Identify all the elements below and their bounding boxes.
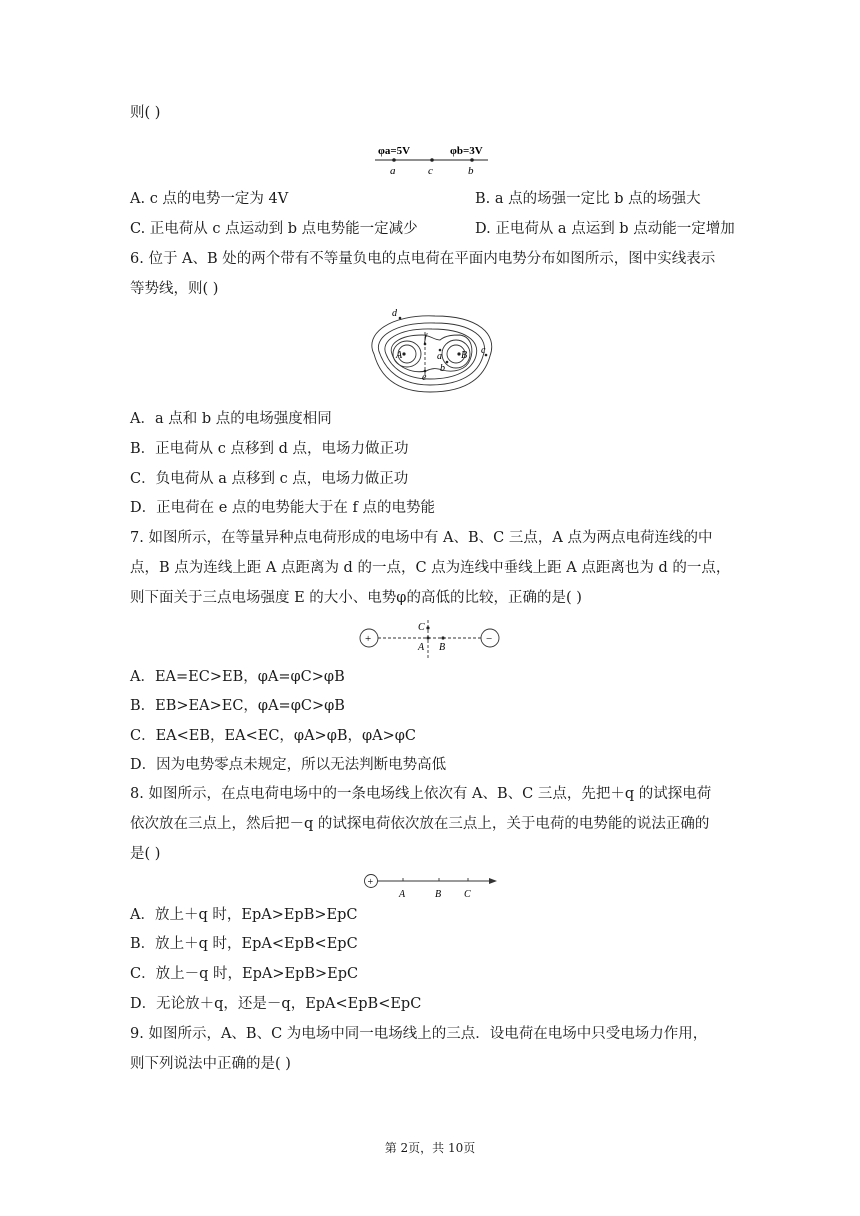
q7-stem-line3: 则下面关于三点电场强度 E 的大小、电势φ的高低的比较，正确的是( ) xyxy=(130,590,582,606)
q7-fig-label-C: C xyxy=(418,622,425,633)
q7-stem-line1: 7. 如图所示，在等量异种点电荷形成的电场中有 A、B、C 三点，A 点为两点电荷连线的中 xyxy=(130,530,713,546)
q8-fig-label-B: B xyxy=(435,889,442,900)
q5-fig-label-b: b xyxy=(468,165,474,177)
q5-stem-tail: 则( ) xyxy=(130,105,161,121)
q6-fig-label-c: c xyxy=(481,345,486,356)
q8-stem-line2: 依次放在三点上，然后把－q 的试探电荷依次放在三点上，关于电荷的电势能的说法正确的 xyxy=(130,816,710,832)
q7-option-c: C．EA<EB，EA<EC，φA>φB，φA>φC xyxy=(130,728,417,744)
q7-figure xyxy=(355,618,505,660)
q7-fig-minus: − xyxy=(486,633,493,645)
q8-figure xyxy=(358,870,503,904)
q6-fig-label-b: b xyxy=(440,363,445,374)
q6-fig-label-f: f xyxy=(424,333,427,344)
q6-option-a: A．a 点和 b 点的电场强度相同 xyxy=(130,411,332,427)
q7-fig-label-B: B xyxy=(439,642,446,653)
q7-option-d: D．因为电势零点未规定，所以无法判断电势高低 xyxy=(130,757,447,773)
q9-stem-line1: 9. 如图所示，A、B、C 为电场中同一电场线上的三点．设电荷在电场中只受电场力作用， xyxy=(130,1026,708,1042)
q8-option-a: A．放上＋q 时，EpA>EpB>EpC xyxy=(130,907,358,923)
q5-option-c: C. 正电荷从 c 点运动到 b 点电势能一定减少 xyxy=(130,221,418,237)
q7-option-a: A．EA=EC>EB，φA=φC>φB xyxy=(130,669,345,685)
q6-fig-label-B: B xyxy=(461,350,468,361)
q7-fig-label-A: A xyxy=(418,642,425,653)
q8-fig-label-A: A xyxy=(399,889,406,900)
q6-equipotential-figure xyxy=(360,304,500,400)
q6-fig-label-a: a xyxy=(437,351,442,362)
q8-option-b: B．放上＋q 时，EpA<EpB<EpC xyxy=(130,936,358,952)
q7-stem-line2: 点，B 点为连线上距 A 点距离为 d 的一点，C 点为连线中垂线上距 A 点距离也为 d 的一点， xyxy=(130,560,731,576)
q6-stem-line1: 6. 位于 A、B 处的两个带有不等量负电的点电荷在平面内电势分布如图所示，图中实线表示 xyxy=(130,251,716,267)
q5-option-a: A. c 点的电势一定为 4V xyxy=(130,191,289,207)
q9-stem-line2: 则下列说法中正确的是( ) xyxy=(130,1056,291,1072)
q8-stem-line3: 是( ) xyxy=(130,846,161,862)
q5-fig-label-c: c xyxy=(428,165,433,177)
q6-option-d: D．正电荷在 e 点的电势能大于在 f 点的电势能 xyxy=(130,500,436,516)
q6-fig-label-e: e xyxy=(422,372,427,383)
q6-option-b: B．正电荷从 c 点移到 d 点，电场力做正功 xyxy=(130,441,409,457)
q5-option-b: B. a 点的场强一定比 b 点的场强大 xyxy=(475,191,701,207)
q5-option-d: D. 正电荷从 a 点运到 b 点动能一定增加 xyxy=(475,221,735,237)
q8-fig-label-C: C xyxy=(464,889,471,900)
q8-option-d: D．无论放＋q，还是－q，EpA<EpB<EpC xyxy=(130,996,422,1012)
q6-fig-label-d: d xyxy=(392,308,397,319)
q6-option-c: C．负电荷从 a 点移到 c 点，电场力做正功 xyxy=(130,471,409,487)
q7-fig-plus: + xyxy=(365,633,372,645)
q8-fig-plus: + xyxy=(367,877,374,888)
q5-fig-phi-b: φb=3V xyxy=(450,145,483,157)
page-footer: 第 2页，共 10页 xyxy=(384,1141,476,1155)
q5-figure xyxy=(370,140,495,180)
q6-fig-label-A: A xyxy=(396,350,403,361)
q8-stem-line1: 8. 如图所示，在点电荷电场中的一条电场线上依次有 A、B、C 三点，先把＋q 的试探电荷 xyxy=(130,786,712,802)
q7-option-b: B．EB>EA>EC，φA=φC>φB xyxy=(130,698,345,714)
q5-fig-label-a: a xyxy=(390,165,396,177)
q8-option-c: C．放上－q 时，EpA>EpB>EpC xyxy=(130,966,359,982)
q5-fig-phi-a: φa=5V xyxy=(378,145,411,157)
q6-stem-line2: 等势线，则( ) xyxy=(130,281,219,297)
